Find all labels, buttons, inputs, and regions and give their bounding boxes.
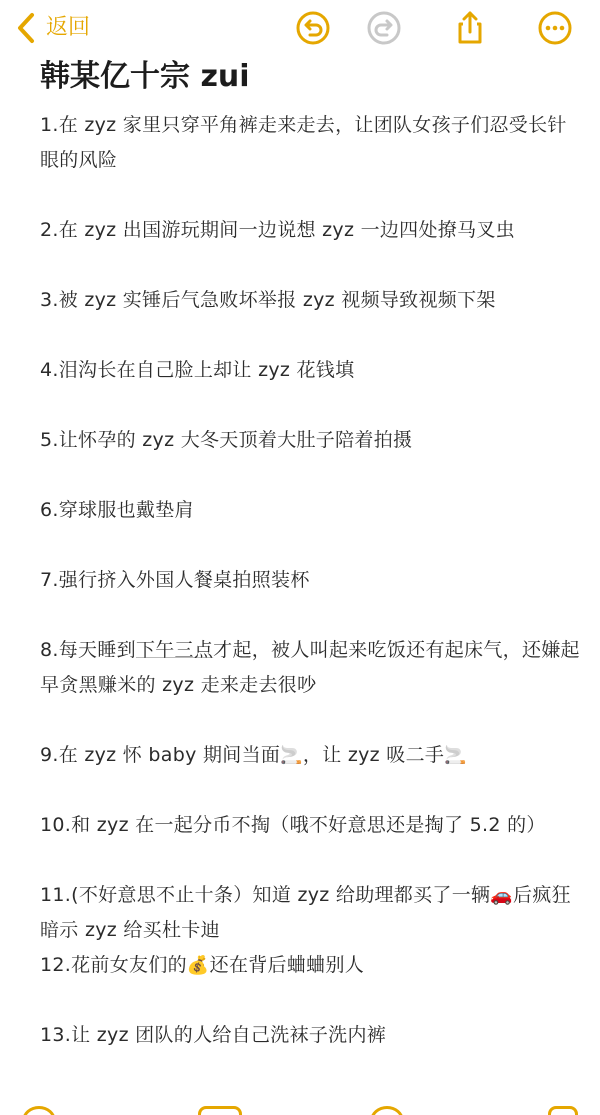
share-icon	[452, 10, 488, 46]
list-item	[40, 878, 580, 948]
list-item	[40, 738, 580, 773]
list-item: 7.强行挤入外国人餐桌拍照装杯	[40, 569, 310, 591]
note-toolbar	[0, 0, 600, 58]
back-button[interactable]	[12, 10, 90, 46]
list-item: 6.穿球服也戴垫肩	[40, 499, 194, 521]
list-item-text: 后疯狂暗示 zyz 给买杜卡迪	[40, 884, 571, 941]
camera-icon[interactable]	[198, 1106, 242, 1115]
list-item: 1.在 zyz 家里只穿平角裤走来走去，让团队女孩子们忍受长针眼的风险	[40, 114, 567, 171]
compose-icon[interactable]	[548, 1106, 578, 1115]
note-body[interactable]	[40, 56, 580, 1053]
list-item: 13.让 zyz 团队的人给自己洗袜子洗内裤	[40, 1024, 387, 1046]
chevron-left-icon	[12, 10, 40, 46]
list-item-text: 才起，被人叫起来吃饭还有起床气，还嫌起早贪黑赚米的 zyz 走来走去很吵	[40, 639, 580, 696]
list-item: 2.在 zyz 出国游玩期间一边说想 zyz 一边四处撩马叉虫	[40, 219, 515, 241]
markup-icon[interactable]	[370, 1106, 404, 1115]
list-item: 3.被 zyz 实锤后气急败坏举报 zyz 视频导致视频下架	[40, 289, 496, 311]
cigarette-emoji: 🚬	[444, 745, 467, 766]
list-item-text: 11.(不好意思不止十条）知道 zyz 给助理都买了一辆	[40, 884, 491, 906]
list-item-text: 9.在 zyz 怀 baby 期间当面	[40, 744, 281, 766]
checklist-icon[interactable]	[22, 1106, 56, 1115]
redo-icon	[366, 10, 402, 46]
list-item-text: ，让 zyz 吸二手	[302, 744, 445, 766]
undo-icon	[295, 10, 331, 46]
list-item: 5.让怀孕的 zyz 大冬天顶着大肚子陪着拍摄	[40, 429, 413, 451]
more-icon	[537, 10, 573, 46]
cigarette-emoji: 🚬	[280, 745, 303, 766]
list-item: 4.泪沟长在自己脸上却让 zyz 花钱填	[40, 359, 355, 381]
list-item	[40, 948, 580, 983]
undo-button[interactable]	[293, 8, 333, 48]
back-label: 返回	[46, 15, 91, 40]
list-item: 10.和 zyz 在一起分币不掏（哦不好意思还是掏了 5.2 的）	[40, 814, 546, 836]
underlined-text: 下午三点	[135, 639, 214, 661]
more-button[interactable]	[535, 8, 575, 48]
bottom-toolbar	[0, 1096, 600, 1115]
car-emoji: 🚗	[490, 885, 514, 906]
list-item-text: 12.花前女友们的	[40, 954, 187, 976]
money-bag-emoji: 💰	[186, 955, 210, 976]
note-title: 韩某亿十宗 zui	[40, 59, 250, 94]
list-item-text: 8.每天睡到	[40, 639, 136, 661]
list-item-text: 还在背后蛐蛐别人	[209, 954, 365, 976]
share-button[interactable]	[450, 8, 490, 48]
redo-button[interactable]	[364, 8, 404, 48]
list-item	[40, 633, 580, 703]
